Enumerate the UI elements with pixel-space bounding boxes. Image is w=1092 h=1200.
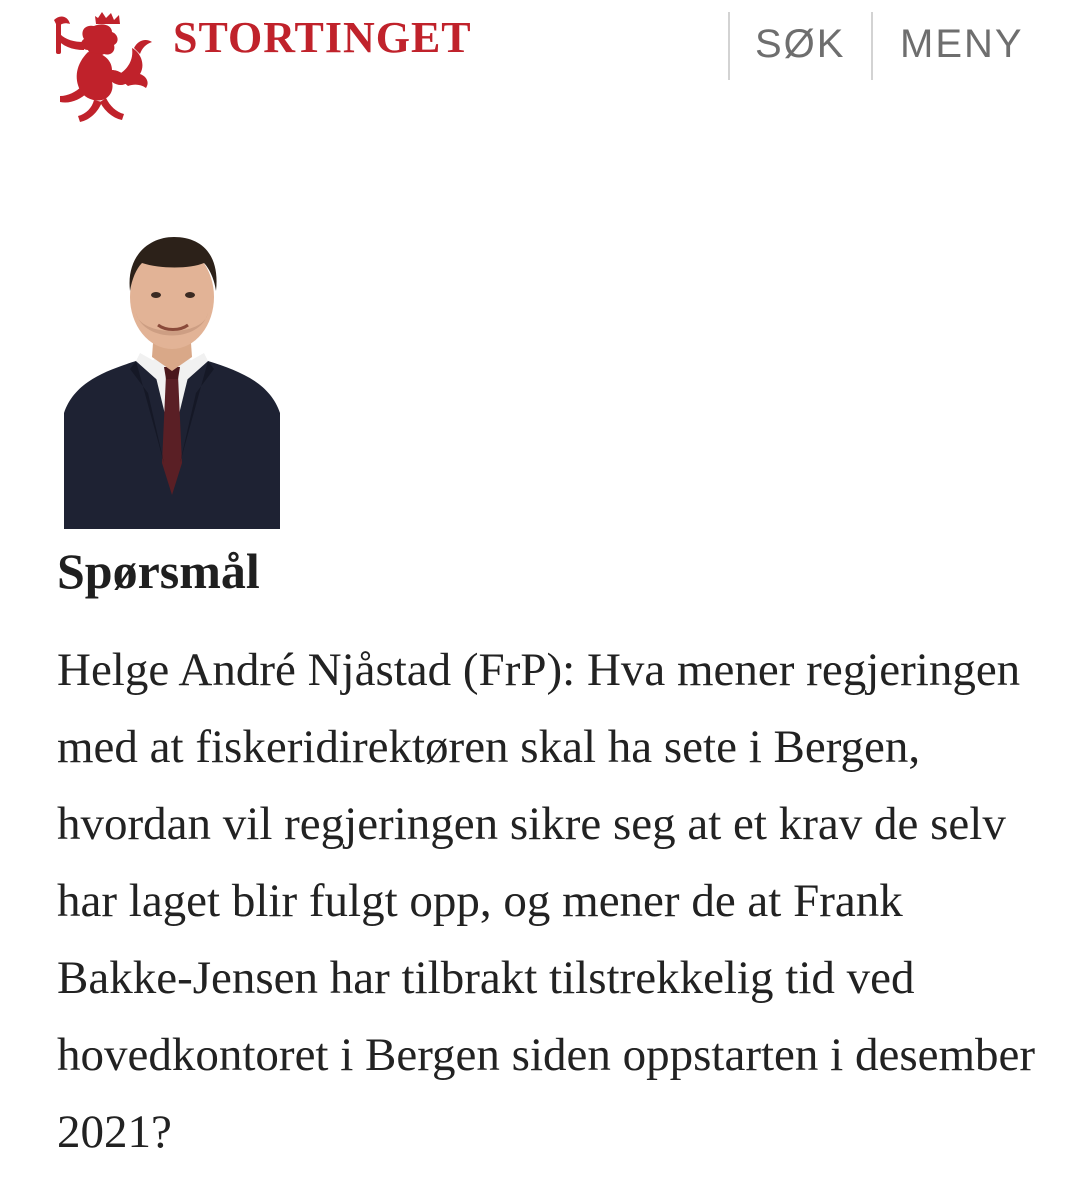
search-button[interactable]: SØK xyxy=(755,22,846,66)
site-header xyxy=(0,0,1092,130)
question-heading: Spørsmål xyxy=(57,543,260,599)
lion-coat-of-arms-icon[interactable] xyxy=(54,12,154,126)
portrait-photo xyxy=(64,233,280,529)
question-text: Helge André Njåstad (FrP): Hva mener regjeringen med at fiskeridirektøren skal ha sete i Bergen, hvordan vil regjeringen sikre seg at et krav de selv har laget blir fulgt opp, og mener de at Frank Bakke-Jensen har tilbrakt tilstrekkelig tid ved hovedkontoret i Bergen siden oppstarten i desember 2021? xyxy=(57,644,1036,1158)
site-logo-text[interactable]: STORTINGET xyxy=(173,13,472,62)
menu-button[interactable]: MENY xyxy=(900,22,1024,66)
nav-divider xyxy=(871,12,873,80)
nav-divider xyxy=(728,12,730,80)
